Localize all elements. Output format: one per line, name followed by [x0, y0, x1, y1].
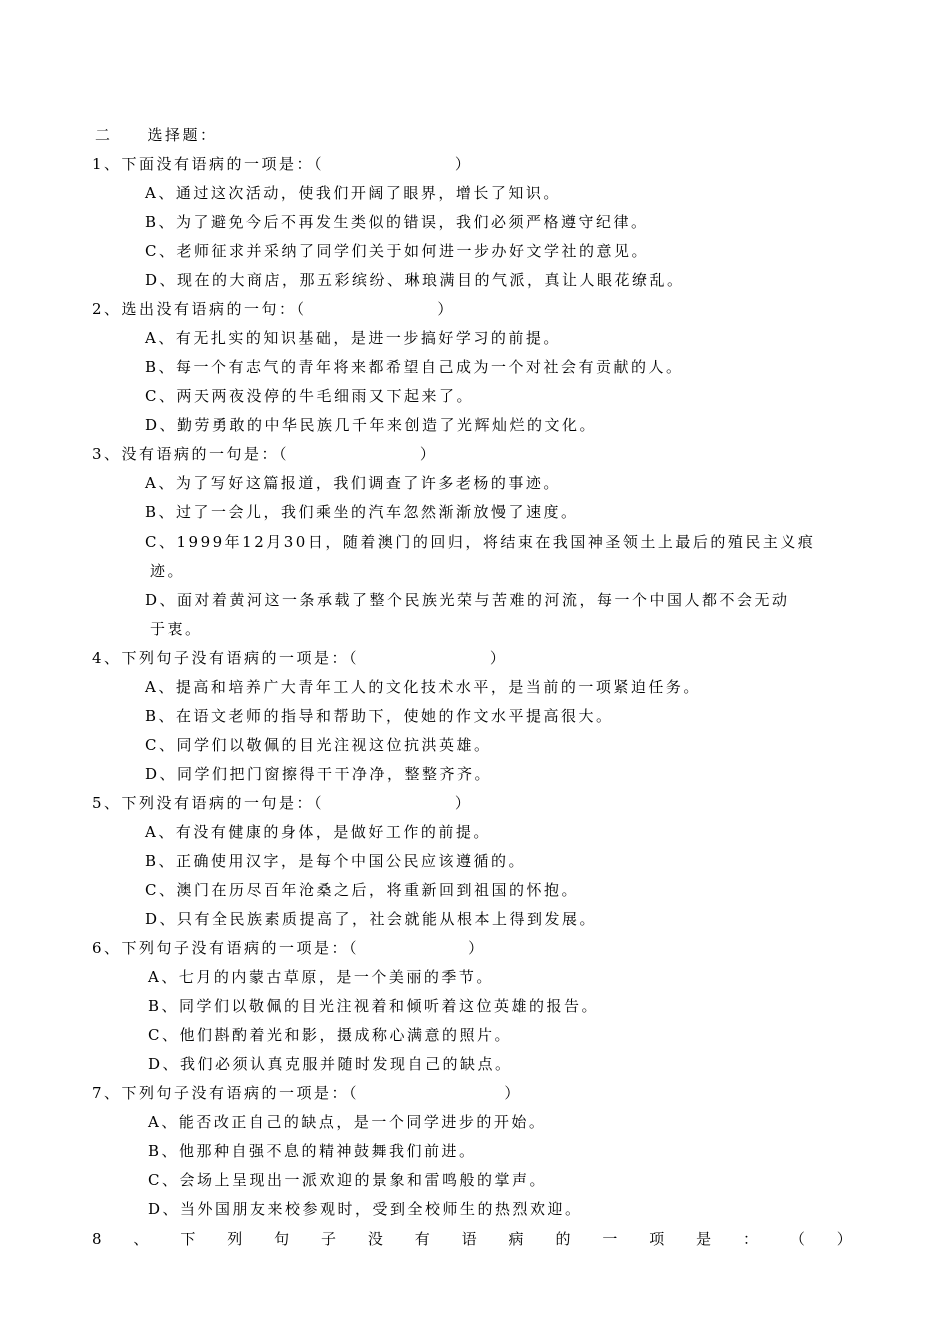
question-1-option-c: C、老师征求并采纳了同学们关于如何进一步办好文学社的意见。 — [145, 242, 649, 260]
question-5-option-a: A、有没有健康的身体，是做好工作的前提。 — [145, 823, 491, 841]
question-8-char: 子 — [320, 1230, 336, 1248]
question-4-option-c: C、同学们以敬佩的目光注视这位抗洪英雄。 — [145, 736, 492, 754]
question-8-char: 是 — [696, 1230, 712, 1248]
question-1-stem: 1、下面没有语病的一项是：（ ） — [92, 155, 473, 173]
question-7-option-b: B、他那种自强不息的精神鼓舞我们前进。 — [148, 1142, 477, 1160]
question-8-char: ： — [743, 1230, 759, 1248]
question-3-option-b: B、过了一会儿，我们乘坐的汽车忽然渐渐放慢了速度。 — [145, 503, 579, 521]
question-1-option-b: B、为了避免今后不再发生类似的错误，我们必须严格遵守纪律。 — [145, 213, 649, 231]
question-8-char: 、 — [133, 1230, 149, 1248]
question-8-char: 8 — [92, 1230, 102, 1248]
question-8-char: 病 — [508, 1230, 524, 1248]
question-3-option-d: D、面对着黄河这一条承载了整个民族光荣与苦难的河流，每一个中国人都不会无动 — [145, 591, 790, 609]
question-7-stem: 7、下列句子没有语病的一项是：（ ） — [92, 1084, 522, 1102]
question-2-option-d: D、勤劳勇敢的中华民族几千年来创造了光辉灿烂的文化。 — [145, 416, 598, 434]
question-6-option-d: D、我们必须认真克服并随时发现自己的缺点。 — [148, 1055, 513, 1073]
question-8-char: 项 — [649, 1230, 665, 1248]
question-2-option-a: A、有无扎实的知识基础，是进一步搞好学习的前提。 — [145, 329, 561, 347]
question-8-char: 句 — [274, 1230, 290, 1248]
question-5-stem: 5、下列没有语病的一句是：（ ） — [92, 794, 473, 812]
question-8-stem — [92, 1229, 852, 1249]
question-2-stem: 2、选出没有语病的一句：（ ） — [92, 300, 455, 318]
question-8-char: 列 — [227, 1230, 243, 1248]
question-3-option-a: A、为了写好这篇报道，我们调查了许多老杨的事迹。 — [145, 474, 561, 492]
question-8-char: 语 — [461, 1230, 477, 1248]
question-5-option-b: B、正确使用汉字，是每个中国公民应该遵循的。 — [145, 852, 527, 870]
question-4-option-a: A、提高和培养广大青年工人的文化技术水平，是当前的一项紧迫任务。 — [145, 678, 701, 696]
question-7-option-c: C、会场上呈现出一派欢迎的景象和雷鸣般的掌声。 — [148, 1171, 547, 1189]
question-4-stem: 4、下列句子没有语病的一项是：（ ） — [92, 649, 508, 667]
question-3-option-c: C、1999年12月30日，随着澳门的回归，将结束在我国神圣领土上最后的殖民主义痕 — [145, 533, 816, 551]
question-2-option-b: B、每一个有志气的青年将来都希望自己成为一个对社会有贡献的人。 — [145, 358, 684, 376]
question-8-char: 没 — [367, 1230, 383, 1248]
question-2-option-c: C、两天两夜没停的牛毛细雨又下起来了。 — [145, 387, 474, 405]
question-3-option-c-continuation: 迹。 — [150, 562, 186, 580]
question-7-option-d: D、当外国朋友来校参观时，受到全校师生的热烈欢迎。 — [148, 1200, 583, 1218]
question-6-stem: 6、下列句子没有语病的一项是：（ ） — [92, 939, 486, 957]
question-8-char: ） — [836, 1230, 852, 1248]
question-3-stem: 3、没有语病的一句是：（ ） — [92, 445, 438, 463]
question-7-option-a: A、能否改正自己的缺点，是一个同学进步的开始。 — [148, 1113, 547, 1131]
question-8-char: 有 — [414, 1230, 430, 1248]
question-3-option-d-continuation: 于衷。 — [150, 620, 203, 638]
question-8-char: 一 — [602, 1230, 618, 1248]
question-4-option-d: D、同学们把门窗擦得干干净净，整整齐齐。 — [145, 765, 493, 783]
question-8-char: （ — [789, 1230, 805, 1248]
question-8-char: 下 — [180, 1230, 196, 1248]
question-5-option-c: C、澳门在历尽百年沧桑之后，将重新回到祖国的怀抱。 — [145, 881, 579, 899]
question-6-option-a: A、七月的内蒙古草原，是一个美丽的季节。 — [148, 968, 494, 986]
question-6-option-b: B、同学们以敬佩的目光注视着和倾听着这位英雄的报告。 — [148, 997, 600, 1015]
question-4-option-b: B、在语文老师的指导和帮助下，使她的作文水平提高很大。 — [145, 707, 614, 725]
question-1-option-d: D、现在的大商店，那五彩缤纷、琳琅满目的气派，真让人眼花缭乱。 — [145, 271, 685, 289]
question-5-option-d: D、只有全民族素质提高了，社会就能从根本上得到发展。 — [145, 910, 598, 928]
section-title: 二 选择题： — [95, 126, 218, 144]
question-1-option-a: A、通过这次活动，使我们开阔了眼界，增长了知识。 — [145, 184, 561, 202]
question-8-char: 的 — [555, 1230, 571, 1248]
question-6-option-c: C、他们斟酌着光和影，摄成称心满意的照片。 — [148, 1026, 512, 1044]
